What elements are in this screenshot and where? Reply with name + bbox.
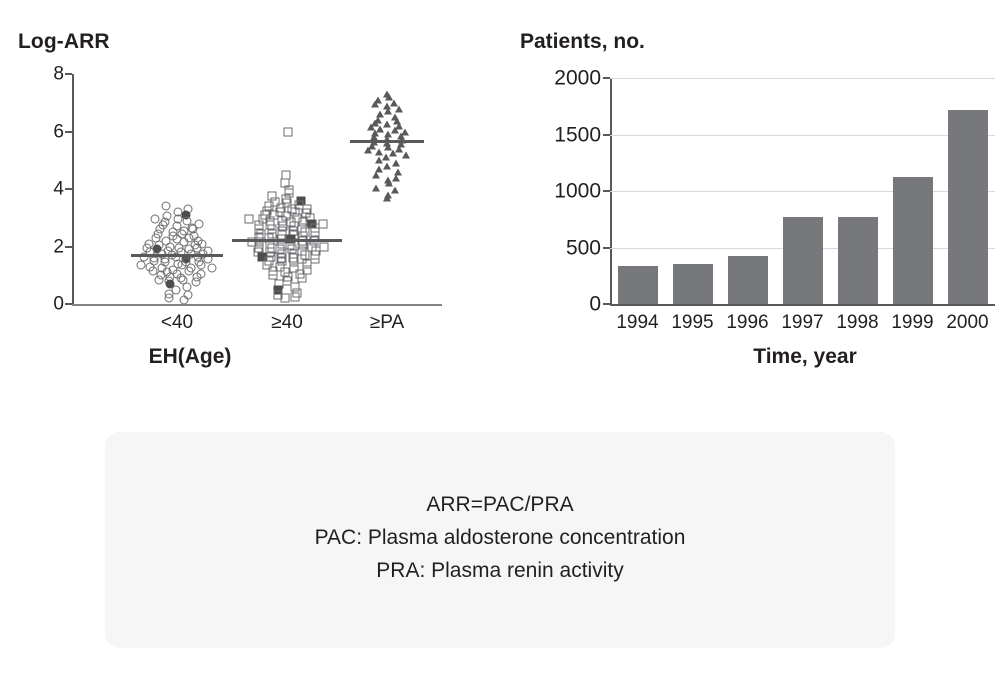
scatter-point	[290, 292, 299, 301]
bar-x-tick-label: 1997	[781, 312, 824, 333]
scatter-mean-line	[232, 239, 342, 242]
bar	[838, 217, 878, 304]
scatter-point	[372, 171, 380, 178]
scatter-y-tick-label: 4	[53, 178, 64, 200]
legend-line: ARR=PAC/PRA	[426, 493, 574, 516]
scatter-point	[180, 295, 189, 304]
scatter-point	[137, 261, 146, 270]
scatter-x-tick-label: ≥PA	[369, 312, 405, 333]
bar-y-tick-mark	[603, 134, 610, 136]
bar	[673, 264, 713, 304]
bar-x-axis-title: Time, year	[753, 345, 857, 368]
scatter-y-tick-label: 0	[53, 293, 64, 315]
scatter-point	[311, 255, 320, 264]
scatter-point	[375, 157, 383, 164]
scatter-y-tick-mark	[65, 131, 72, 133]
scatter-x-axis-line	[72, 304, 442, 306]
legend-line: PRA: Plasma renin activity	[376, 559, 624, 582]
scatter-y-tick-label: 8	[53, 63, 64, 85]
scatter-y-tick-mark	[65, 246, 72, 248]
scatter-x-tick-label: <40	[160, 312, 194, 333]
scatter-x-axis-title: EH(Age)	[148, 345, 232, 368]
bar-x-tick-label: 1994	[616, 312, 659, 333]
scatter-plot-area	[53, 63, 442, 315]
bar	[893, 177, 933, 304]
bar-x-tick-label: 1995	[671, 312, 714, 333]
bar-gridline	[610, 78, 995, 79]
scatter-point	[364, 147, 372, 154]
bar	[948, 110, 988, 304]
scatter-point	[162, 202, 171, 211]
bar-y-tick-label: 1000	[554, 179, 601, 203]
scatter-y-tick-label: 6	[53, 121, 64, 142]
scatter-point	[385, 180, 393, 187]
bar-gridline	[610, 135, 995, 136]
scatter-point	[197, 261, 206, 270]
scatter-y-tick-mark	[65, 188, 72, 190]
bar-y-tick-mark	[603, 190, 610, 192]
bar-y-tick-label: 2000	[554, 66, 601, 90]
scatter-point	[383, 194, 391, 201]
bar-y-tick-label: 0	[589, 292, 601, 316]
bar-gridline	[610, 191, 995, 192]
bar-x-tick-label: 1998	[836, 312, 879, 333]
bar-plot-area	[554, 66, 995, 316]
bar-x-tick-label: 2000	[946, 312, 989, 333]
bar-y-tick-mark	[603, 77, 610, 79]
scatter-y-tick-mark	[65, 303, 72, 305]
bar-y-axis-title: Patients, no.	[520, 30, 645, 53]
scatter-point	[382, 154, 390, 161]
legend-box	[105, 432, 895, 648]
scatter-chart-panel	[0, 0, 500, 400]
scatter-point	[392, 174, 400, 181]
scatter-y-tick-label: 2	[53, 236, 64, 257]
scatter-y-tick-mark	[65, 73, 72, 75]
scatter-point	[208, 264, 217, 273]
legend-text-group	[105, 488, 895, 587]
scatter-point	[383, 163, 391, 170]
scatter-point	[281, 294, 290, 303]
bar	[783, 217, 823, 304]
bar	[618, 266, 658, 304]
scatter-point	[192, 278, 201, 287]
scatter-point	[392, 160, 400, 167]
scatter-point	[402, 151, 410, 158]
scatter-point	[245, 215, 254, 224]
scatter-mean-line	[350, 140, 424, 143]
bar-x-axis-line	[610, 304, 995, 306]
bar-y-tick-mark	[603, 303, 610, 305]
scatter-point	[318, 219, 327, 228]
scatter-y-axis-line	[72, 74, 74, 304]
bar-x-tick-label: 1996	[726, 312, 769, 333]
scatter-point	[319, 242, 328, 251]
scatter-point	[383, 121, 391, 128]
bar-y-tick-label: 500	[565, 236, 601, 259]
scatter-point	[284, 127, 293, 136]
scatter-point	[372, 184, 380, 191]
scatter-point	[164, 294, 173, 303]
bar-y-tick-mark	[603, 247, 610, 249]
bar-x-tick-label: 1999	[891, 312, 934, 333]
scatter-y-axis-title: Log-ARR	[18, 30, 110, 53]
scatter-x-tick-label: ≥40	[271, 312, 303, 333]
legend-line: PAC: Plasma aldosterone concentration	[314, 526, 686, 549]
bar-chart-panel	[500, 0, 1000, 400]
bar	[728, 256, 768, 304]
scatter-point	[371, 101, 379, 108]
scatter-mean-line	[131, 254, 223, 257]
scatter-point	[155, 275, 164, 284]
bar-y-tick-label: 1500	[554, 123, 601, 146]
scatter-point	[395, 105, 403, 112]
